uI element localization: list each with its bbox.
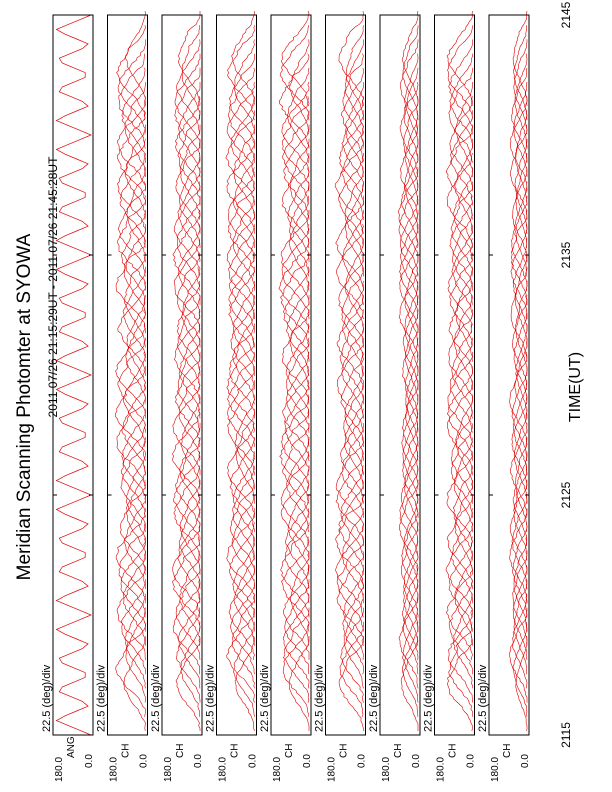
scan-trace	[339, 636, 363, 731]
scan-trace	[335, 139, 363, 234]
scan-trace	[116, 508, 145, 603]
scan-trace	[229, 267, 255, 362]
panel-label: CH	[447, 743, 459, 758]
scan-trace	[447, 11, 473, 106]
scan-trace	[453, 593, 472, 688]
scan-trace	[281, 11, 309, 106]
scan-trace	[228, 423, 255, 518]
panel-scale: 22.5 (deg)/div	[95, 664, 108, 732]
scan-trace	[451, 110, 473, 205]
scan-trace	[510, 423, 527, 518]
scan-trace	[281, 522, 309, 617]
scan-trace	[342, 324, 364, 419]
panel-traces	[56, 15, 91, 735]
scan-trace	[453, 466, 472, 561]
scan-trace	[233, 309, 255, 404]
y-max-label: 180.0	[326, 756, 338, 782]
scan-trace	[345, 82, 363, 177]
scan-trace	[449, 68, 473, 163]
scan-trace	[399, 593, 418, 688]
panel-traces	[279, 11, 309, 731]
scan-trace	[513, 622, 527, 717]
scan-trace	[125, 82, 146, 177]
scan-trace	[342, 210, 364, 305]
panel-scale: 22.5 (deg)/div	[313, 664, 326, 732]
y-max-label: 180.0	[381, 756, 392, 782]
scan-trace	[124, 253, 145, 348]
scan-trace	[510, 480, 527, 575]
scan-trace	[455, 139, 473, 234]
y-max-label: 180.0	[163, 756, 174, 782]
scan-trace	[513, 11, 527, 106]
scan-trace	[337, 295, 364, 390]
scan-trace	[346, 25, 363, 120]
y-min-label: 0.0	[84, 754, 95, 768]
scan-trace	[451, 508, 472, 603]
scan-trace	[400, 238, 418, 333]
scan-trace	[116, 238, 146, 333]
scan-trace	[449, 309, 473, 404]
panel-8	[423, 11, 477, 782]
scan-trace	[510, 508, 528, 603]
scan-trace	[125, 593, 146, 688]
panel-traces	[446, 11, 473, 731]
scan-trace	[178, 593, 200, 688]
scan-trace	[118, 110, 146, 205]
scan-trace	[227, 366, 254, 461]
scan-trace	[512, 593, 527, 688]
panel-traces	[173, 11, 201, 731]
scan-trace	[281, 466, 309, 561]
panel-5	[259, 11, 313, 782]
scan-trace	[180, 153, 201, 248]
scan-trace	[177, 608, 201, 703]
scan-trace	[180, 480, 200, 575]
scan-trace	[229, 238, 254, 333]
y-min-label: 0.0	[465, 754, 477, 768]
y-min-label: 0.0	[356, 754, 368, 768]
y-max-label: 180.0	[108, 756, 120, 782]
scan-trace	[230, 579, 254, 674]
scan-trace	[176, 636, 200, 731]
scan-trace	[234, 551, 254, 646]
panel-traces	[115, 11, 145, 731]
scan-trace	[233, 153, 254, 248]
scan-trace	[511, 224, 527, 319]
panel-scale: 22.5 (deg)/div	[150, 664, 162, 732]
x-axis-label: TIME(UT)	[567, 351, 584, 423]
scan-trace	[124, 352, 146, 447]
panel-traces	[509, 11, 527, 731]
scan-trace	[454, 295, 472, 390]
panel-scale: 22.5 (deg)/div	[259, 664, 271, 732]
scan-trace	[178, 11, 200, 106]
scan-trace	[399, 480, 418, 575]
scan-trace	[282, 82, 309, 177]
scan-trace	[449, 622, 473, 717]
scan-trace	[283, 593, 309, 688]
y-min-label: 0.0	[520, 754, 531, 768]
scan-trace	[231, 295, 255, 390]
panel-traces	[226, 11, 255, 731]
scan-trace	[282, 96, 309, 191]
scan-trace	[236, 409, 255, 504]
scan-trace	[514, 537, 527, 632]
scan-trace	[227, 508, 255, 603]
y-max-label: 180.0	[272, 756, 283, 782]
y-min-label: 0.0	[247, 754, 259, 768]
scan-trace	[511, 196, 527, 291]
scan-trace	[400, 466, 418, 561]
scan-trace	[400, 39, 418, 134]
scan-trace	[402, 395, 418, 490]
scan-trace	[515, 54, 527, 149]
panel-scale: 22.5 (deg)/div	[422, 664, 435, 732]
scan-trace	[173, 210, 200, 305]
scan-trace	[512, 395, 527, 490]
scan-trace	[229, 54, 254, 149]
panel-label: CH	[393, 743, 404, 758]
panel-3	[150, 11, 204, 782]
scan-trace	[516, 636, 527, 731]
panel-6	[314, 11, 368, 782]
panel-scale: 22.5 (deg)/div	[204, 664, 217, 732]
panel-2	[96, 11, 150, 782]
panel-frame	[489, 15, 529, 735]
time-range: 2011 07/26 21:15:29UT - 2011 07/26 21:45:28UT	[46, 156, 60, 418]
scan-trace	[401, 210, 418, 305]
scan-trace	[406, 338, 418, 433]
y-max-label: 180.0	[54, 756, 65, 782]
scan-trace	[179, 494, 200, 589]
scan-trace	[403, 409, 418, 504]
scan-trace	[447, 153, 473, 248]
scan-trace	[126, 309, 146, 404]
panel-9	[477, 11, 531, 782]
scan-trace	[178, 224, 200, 319]
panel-label: CH	[284, 743, 295, 758]
panel-scale: 22.5 (deg)/div	[41, 664, 53, 732]
scan-trace	[121, 437, 146, 532]
scan-trace	[447, 636, 472, 731]
x-tick-label: 2125	[559, 481, 573, 509]
scan-trace	[336, 494, 364, 589]
scan-trace	[126, 608, 146, 703]
panel-label: CH	[175, 743, 186, 758]
y-min-label: 0.0	[411, 754, 422, 768]
scan-trace	[450, 196, 473, 291]
scan-trace	[343, 508, 364, 603]
scan-trace	[340, 622, 364, 717]
chart-title: Meridian Scanning Photomter at SYOWA	[14, 233, 35, 581]
scan-trace	[404, 494, 418, 589]
scan-trace	[228, 352, 255, 447]
scan-trace	[280, 409, 309, 504]
scan-trace	[235, 395, 254, 490]
panel-frame	[108, 15, 148, 735]
scan-trace	[175, 54, 200, 149]
scan-trace	[122, 409, 146, 504]
scan-trace	[510, 96, 527, 191]
angle-trace	[56, 15, 91, 735]
scan-trace	[515, 110, 527, 205]
scan-trace	[174, 182, 200, 277]
scan-trace	[337, 551, 364, 646]
scan-trace	[233, 451, 255, 546]
x-tick-label: 2135	[559, 241, 573, 269]
scan-trace	[344, 593, 364, 688]
scan-trace	[404, 68, 418, 163]
scan-trace	[337, 537, 364, 632]
panel-label: CH	[338, 743, 350, 758]
panel-label: CH	[502, 743, 513, 758]
scan-trace	[124, 494, 146, 589]
panel-traces	[398, 11, 418, 731]
scan-trace	[177, 281, 200, 376]
panel-traces	[335, 11, 363, 731]
scan-trace	[120, 480, 145, 575]
scan-trace	[288, 480, 309, 575]
scan-trace	[123, 267, 146, 362]
scan-trace	[455, 82, 472, 177]
y-min-label: 0.0	[302, 754, 313, 768]
panel-7	[368, 11, 422, 782]
panel-4	[205, 11, 259, 782]
y-min-label: 0.0	[138, 754, 150, 768]
y-max-label: 180.0	[490, 756, 501, 782]
scan-trace	[287, 68, 309, 163]
scan-trace	[279, 238, 309, 333]
panel-label: ANG	[66, 736, 77, 758]
scan-trace	[339, 11, 364, 106]
scan-trace	[400, 196, 418, 291]
scan-trace	[512, 167, 527, 262]
scan-trace	[447, 494, 472, 589]
x-tick-label: 2115	[559, 722, 573, 748]
panel-scale: 22.5 (deg)/div	[477, 664, 489, 732]
panel-frame	[380, 15, 420, 735]
scan-trace	[120, 153, 145, 248]
scan-trace	[449, 281, 473, 376]
panel-label: CH	[120, 743, 132, 758]
scan-trace	[284, 125, 309, 220]
scan-trace	[118, 139, 146, 234]
scan-trace	[449, 39, 473, 134]
scan-trace	[177, 39, 200, 134]
scan-trace	[513, 565, 527, 660]
scan-trace	[230, 480, 254, 575]
scan-trace	[178, 508, 200, 603]
scan-trace	[229, 253, 255, 348]
y-min-label: 0.0	[193, 754, 204, 768]
scan-trace	[180, 551, 200, 646]
scan-trace	[515, 338, 527, 433]
rotated-chart-layer	[14, 1, 584, 782]
scan-trace	[456, 395, 473, 490]
scan-trace	[232, 593, 254, 688]
scan-trace	[339, 253, 364, 348]
x-tick-label: 2145	[559, 1, 573, 29]
scan-trace	[229, 224, 255, 319]
scan-trace	[403, 25, 418, 120]
scan-trace	[341, 125, 363, 220]
y-max-label: 180.0	[435, 756, 447, 782]
scan-trace	[403, 295, 418, 390]
scan-trace	[287, 338, 309, 433]
scan-trace	[182, 25, 200, 120]
panels	[41, 11, 531, 782]
scan-trace	[399, 224, 418, 319]
scan-trace	[403, 551, 418, 646]
panel-scale: 22.5 (deg)/div	[368, 664, 380, 732]
scan-trace	[447, 366, 472, 461]
scan-trace	[343, 579, 364, 674]
scan-trace	[174, 451, 200, 546]
y-max-label: 180.0	[217, 756, 229, 782]
scan-trace	[122, 210, 146, 305]
scan-trace	[448, 238, 473, 333]
panel-label: CH	[229, 743, 241, 758]
